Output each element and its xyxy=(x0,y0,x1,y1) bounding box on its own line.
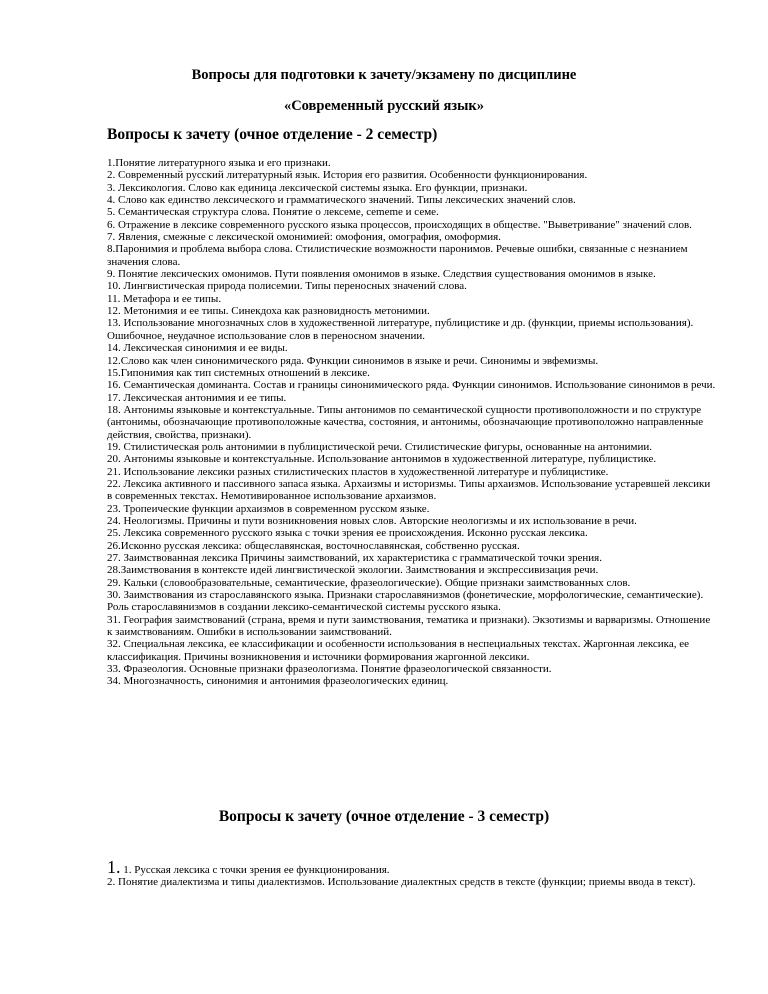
question-list-semester-3 xyxy=(107,858,717,889)
list-item: 14. Лексическая синонимия и ее виды. xyxy=(107,342,288,355)
list-item: 29. Кальки (словообразовательные, семантические, фразеологические). Общие признаки заимствованных слов. xyxy=(107,576,631,589)
list-item: 16. Семантическая доминанта. Состав и границы синонимического ряда. Функции синонимов. Использование синонимов в речи. xyxy=(107,379,716,392)
list-item: 3. Лексикология. Слово как единица лексической системы языка. Его функции, признаки. xyxy=(107,181,528,194)
list-item: 13. Использование многозначных слов в художественной литературе, публицистике и др. (функции, приемы использования). Ошибочное, неудачное использование слов в переносном значении. xyxy=(107,317,694,342)
list-item: 20. Антонимы языковые и контекстуальные. Использование антонимов в художественной литературе, публицистике. xyxy=(107,453,657,466)
list-item: 12. Метонимия и ее типы. Синекдоха как разновидность метонимии. xyxy=(107,305,430,318)
list-item: 23. Тропеические функции архаизмов в современном русском языке. xyxy=(107,502,430,515)
list-item: 27. Заимствованная лексика Причины заимствований, их характеристика с грамматической точки зрения. xyxy=(107,552,602,564)
discipline-title: «Современный русский язык» xyxy=(283,98,485,114)
list-item: 2. Современный русский литературный язык. История его развития. Особенности функционирования. xyxy=(107,169,588,182)
list-item: 24. Неологизмы. Причины и пути возникновения новых слов. Авторские неологизмы и их использование в речи. xyxy=(107,514,637,527)
list-item: 15.Гипонимия как тип системных отношений в лексике. xyxy=(107,366,370,379)
list-item: 17. Лексическая антонимия и ее типы. xyxy=(107,391,287,404)
question-list-semester-2 xyxy=(107,157,717,688)
list-item xyxy=(107,858,717,876)
list-item: 4. Слово как единство лексического и грамматического значений. Типы лексических значений слов. xyxy=(107,194,576,207)
list-item: 22. Лексика активного и пассивного запаса языка. Архаизмы и историзмы. Типы архаизмов. Использование устаревшей лексики в современных текстах. Немотивированное использование архаизмов. xyxy=(107,477,711,503)
list-item: 7. Явления, смежные с лексической омонимией: омофония, омография, омоформия. xyxy=(107,231,501,244)
section-heading-semester-2: Вопросы к зачету (очное отделение - 2 семестр) xyxy=(107,126,438,143)
list-marker: 1. xyxy=(107,857,121,877)
list-item: 12.Слово как член синонимического ряда. Функции синонимов в языке и речи. Синонимы и эвфемизмы. xyxy=(107,354,599,367)
list-item: 21. Использование лексики разных стилистических пластов в художественной литературе и публицистике. xyxy=(107,465,609,478)
list-item: 34. Многозначность, синонимия и антонимия фразеологических единиц. xyxy=(107,675,449,688)
list-item: 25. Лексика современного русского языка с точки зрения ее происхождения. Исконно русская лексика. xyxy=(107,527,588,540)
list-item: 6. Отражение в лексике современного русского языка процессов, происходящих в обществе. "Выветривание" значений слов. xyxy=(107,218,692,231)
list-item: 2. Понятие диалектизма и типы диалектизмов. Использование диалектных средств в тексте (функции; приемы ввода в текст). xyxy=(107,876,696,889)
list-item: 32. Специальная лексика, ее классификации и особенности использования в неспециальных текстах. Жаргонная лексика, ее классификация. Причины возникновения и источники формирования жаргонной лексики. xyxy=(107,638,689,663)
list-item: 9. Понятие лексических омонимов. Пути появления омонимов в языке. Следствия существования омонимов в языке. xyxy=(107,268,656,281)
document-title: Вопросы для подготовки к зачету/экзамену по дисциплине xyxy=(191,67,577,83)
list-item-text: 1. Русская лексика с точки зрения ее функционирования. xyxy=(120,864,390,876)
list-item: 1.Понятие литературного языка и его признаки. xyxy=(107,157,331,169)
list-item: 18. Антонимы языковые и контекстуальные. Типы антонимов по семантической сущности противоположности и по структуре (антонимы, обозначающие противоположные качества, состояния, и антонимы, обозначающие противоположно направленные действия, свойства, признаки). xyxy=(107,403,704,441)
list-item: 8.Паронимия и проблема выбора слова. Стилистические возможности паронимов. Речевые ошибки, связанные с незнанием значения слова. xyxy=(107,243,688,268)
list-item: 11. Метафора и ее типы. xyxy=(107,292,222,305)
list-item: 28.Заимствования в контексте идей лингвистической экологии. Заимствования и экспрессивизация речи. xyxy=(107,564,599,577)
list-item: 26.Исконно русская лексика: общеславянская, восточнославянская, собственно русская. xyxy=(107,539,520,552)
list-item: 33. Фразеология. Основные признаки фразеологизма. Понятие фразеологической связанности. xyxy=(107,663,552,676)
list-item: 31. География заимствований (страна, время и пути заимствования, тематика и признаки). Экзотизмы и варваризмы. Отношение к заимствованиям. Ошибки в использовании заимствований. xyxy=(107,613,711,639)
list-item: 5. Семантическая структура слова. Понятие о лексеме, сememe и семе. xyxy=(107,206,439,219)
list-item: 19. Стилистическая роль антонимии в публицистической речи. Стилистические фигуры, основанные на антонимии. xyxy=(107,440,652,453)
list-item: 10. Лингвистическая природа полисемии. Типы переносных значений слова. xyxy=(107,280,467,293)
section-heading-semester-3: Вопросы к зачету (очное отделение - 3 семестр) xyxy=(218,808,550,825)
list-item: 30. Заимствования из старославянского языка. Признаки старославянизмов (фонетические, морфологические, семантические). Роль старославянизмов в создании лексико-семантической системы русского языка. xyxy=(107,589,704,614)
